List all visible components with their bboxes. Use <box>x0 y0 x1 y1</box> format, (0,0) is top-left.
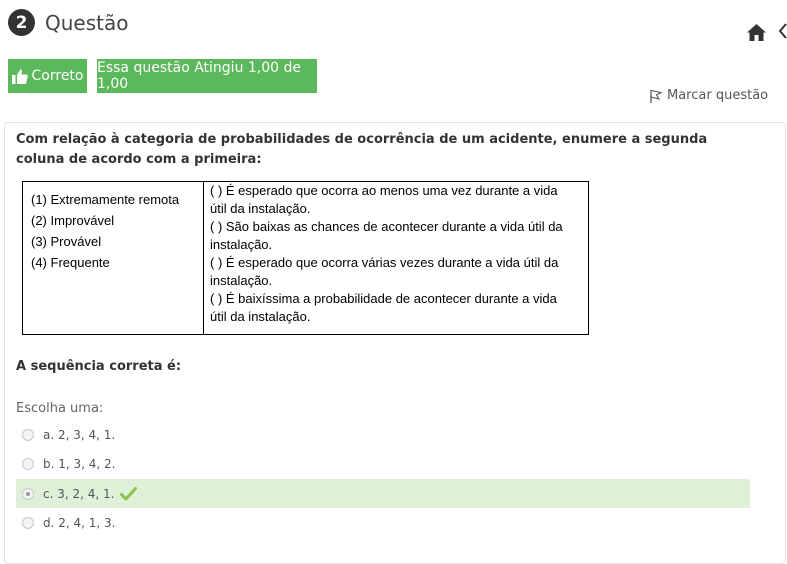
question-header <box>8 9 128 36</box>
flag-icon <box>650 89 662 103</box>
column-one <box>23 182 204 335</box>
matching-table <box>22 181 589 335</box>
option-radio[interactable] <box>22 458 34 470</box>
column-two-line: ( ) São baixas as chances de acontecer durante a vida útil da <box>210 219 563 234</box>
option-label: c. 3, 2, 4, 1. <box>43 486 115 501</box>
thumbs-up-icon <box>12 69 28 84</box>
column-two-line: útil da instalação. <box>210 309 311 324</box>
column-one-item: (2) Improvável <box>31 213 115 228</box>
column-one-item: (4) Frequente <box>31 255 110 270</box>
option-label: a. 2, 3, 4, 1. <box>43 427 116 442</box>
correct-badge <box>8 59 87 93</box>
choose-label: Escolha uma: <box>16 401 104 416</box>
column-two-line: ( ) É baixíssima a probabilidade de acontecer durante a vida <box>210 291 557 306</box>
column-one-item: (1) Extremamente remota <box>31 192 180 207</box>
home-icon[interactable] <box>747 24 766 41</box>
option-label: b. 1, 3, 4, 2. <box>43 456 116 471</box>
grade-badge <box>97 59 317 93</box>
chevron-left-icon[interactable] <box>778 23 787 39</box>
option-a[interactable] <box>16 420 750 449</box>
sequence-prompt: A sequência correta é: <box>16 359 182 374</box>
column-two-line: instalação. <box>210 237 273 252</box>
flag-question-link[interactable] <box>650 88 768 103</box>
column-two-line: instalação. <box>210 273 273 288</box>
check-icon <box>120 487 137 501</box>
column-two-line: ( ) É esperado que ocorra várias vezes durante a vida útil da <box>210 255 559 270</box>
question-title: Questão <box>45 10 129 35</box>
column-two <box>204 182 589 335</box>
option-b[interactable] <box>16 449 750 478</box>
question-number: 2 <box>8 9 35 36</box>
column-two-line: ( ) É esperado que ocorra ao menos uma vez durante a vida <box>210 183 558 198</box>
option-radio[interactable] <box>22 429 34 441</box>
question-text: Com relação à categoria de probabilidades de ocorrência de um acidente, enumere a segunda coluna de acordo com a primeira: <box>16 132 708 167</box>
option-radio[interactable] <box>22 517 34 529</box>
grade-label: Essa questão Atingiu 1,00 de 1,00 <box>97 60 302 92</box>
option-c[interactable] <box>16 479 750 508</box>
option-d[interactable] <box>16 508 750 537</box>
option-radio-selected[interactable] <box>22 488 34 500</box>
column-two-line: útil da instalação. <box>210 201 311 216</box>
column-one-item: (3) Provável <box>31 234 102 249</box>
correct-label: Correto <box>31 68 84 84</box>
option-label: d. 2, 4, 1, 3. <box>43 515 116 530</box>
flag-label: Marcar questão <box>667 88 769 103</box>
